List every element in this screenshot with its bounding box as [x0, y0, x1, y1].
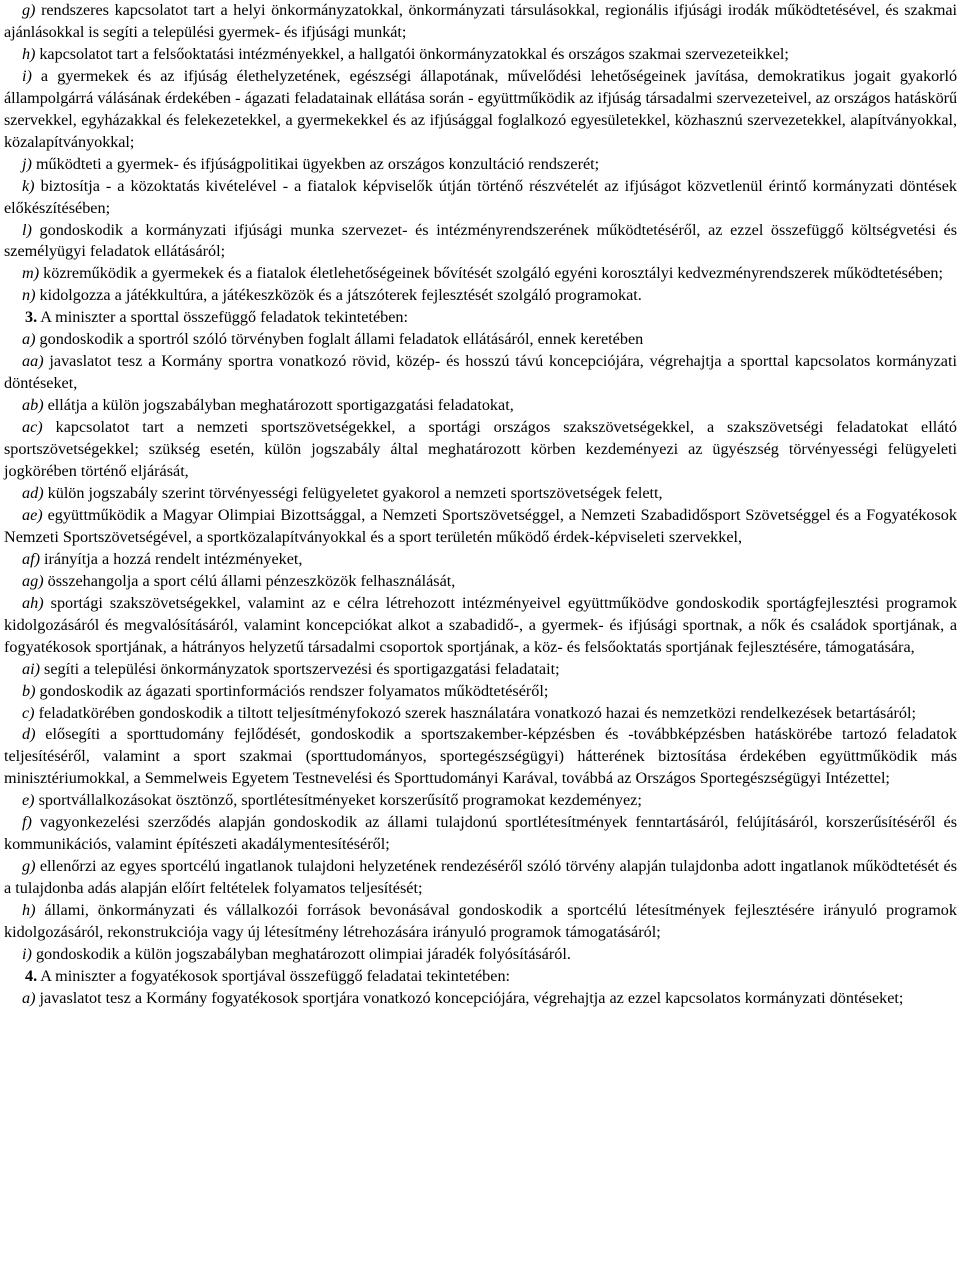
item-text: ellátja a külön jogszabályban meghatározott sportigazgatási feladatokat,: [43, 396, 514, 415]
list-item: [4, 483, 957, 505]
item-marker: ad): [22, 483, 44, 502]
item-marker: j): [22, 154, 32, 173]
list-item: [4, 395, 957, 417]
item-text: kapcsolatot tart a felsőoktatási intézményekkel, a hallgatói önkormányzatokkal és országos szakmai szervezeteikkel;: [35, 44, 789, 63]
item-marker: c): [22, 703, 35, 722]
list-item: [4, 44, 957, 66]
item-text: sportvállalkozásokat ösztönző, sportlétesítményeket korszerűsítő programokat kezdeményez;: [34, 791, 642, 810]
list-item: [4, 220, 957, 264]
list-item: [4, 329, 957, 351]
item-text: elősegíti a sporttudomány fejlődését, gondoskodik a sportszakember-képzésben és -továbbképzésben hatáskörébe tartozó feladatok teljesítéséről, valamint a sport szakmai (sporttudományos, sportegészségügyi) hátterének biztosítása érdekében együttműködik más minisztériumokkal, a Semmelweis Egyetem Testnevelési és Sporttudományi Karával, továbbá az Országos Sportegészségügyi Intézettel;: [4, 725, 957, 788]
section-2-continuation: [4, 0, 957, 307]
list-item: [4, 285, 957, 307]
item-marker: ag): [22, 571, 44, 590]
item-marker: ah): [22, 593, 44, 612]
item-marker: h): [22, 44, 36, 63]
item-marker: d): [22, 725, 36, 744]
list-item: [4, 856, 957, 900]
list-item: [4, 0, 957, 44]
item-marker: g): [22, 857, 36, 876]
item-marker: ab): [22, 396, 44, 415]
item-text: irányítja a hozzá rendelt intézményeket,: [39, 549, 303, 568]
item-text: javaslatot tesz a Kormány sportra vonatkozó rövid, közép- és hosszú távú koncepciójára, végrehajtja a sporttal kapcsolatos kormányzati döntéseket,: [4, 352, 957, 393]
list-item: [4, 944, 957, 966]
item-marker: b): [22, 681, 36, 700]
item-marker: ac): [22, 418, 43, 437]
list-item: [4, 790, 957, 812]
section-number: 4.: [25, 966, 38, 985]
item-marker: a): [22, 988, 36, 1007]
item-marker: h): [22, 901, 36, 920]
section-title: A miniszter a sporttal összefüggő feladatok tekintetében:: [37, 308, 408, 327]
list-item: [4, 549, 957, 571]
item-marker: k): [22, 176, 35, 195]
item-text: összehangolja a sport célú állami pénzeszközök felhasználását,: [43, 571, 456, 590]
item-text: a gyermekek és az ifjúság élethelyzetének, egészségi állapotának, művelődési lehetőségeinek javítása, demokratikus jogait gyakorló állampolgárrá válásának érdekében - ágazati feladatainak ellátása során - együttműködik az ifjúság társadalmi szervezeteivel, az országos hatáskörű szervekkel, egyházakkal és felekezetekkel, a gyermekekkel és az ifjúsággal foglalkozó egyesületekkel, közhasznú szervezetekkel, alapítványokkal, közalapítványokkal;: [4, 66, 957, 151]
item-text: sportági szakszövetségekkel, valamint az e célra létrehozott intézményeivel együttműködve gondoskodik sportágfejlesztési programok kidolgozásáról és megvalósításáról, valamint koncepciókat alkot a szabadidő-, a gyermek- és ifjúsági sportnak, a nők és családok sportjának, a fogyatékosok sportjának, a hátrányos helyzetű társadalmi csoportok sportjának, a köz- és felsőoktatás sportjának fejlesztésére, támogatására,: [4, 593, 957, 656]
item-marker: ae): [22, 505, 43, 524]
item-text: vagyonkezelési szerződés alapján gondoskodik az állami tulajdonú sportlétesítmények fenntartásáról, felújításáról, korszerűsítéséről és kommunikációs, valamint építészeti akadálymentesítéséről;: [4, 813, 957, 854]
section-heading: [4, 966, 957, 988]
item-text: javaslatot tesz a Kormány fogyatékosok sportjára vonatkozó koncepciójára, végrehajtja az ezzel kapcsolatos kormányzati döntéseket;: [35, 988, 904, 1007]
list-item: [4, 351, 957, 395]
item-text: gondoskodik a kormányzati ifjúsági munka szervezet- és intézményrendszerének működtetéséről, az ezzel összefüggő költségvetési és személyügyi feladatok ellátásáról;: [4, 220, 957, 261]
section-number: 3.: [25, 308, 38, 327]
item-marker: n): [22, 286, 36, 305]
item-text: kidolgozza a játékkultúra, a játékeszközök és a játszóterek fejlesztését szolgáló programokat.: [35, 286, 642, 305]
item-text: segíti a települési önkormányzatok sportszervezési és sportigazgatási feladatait;: [39, 659, 560, 678]
item-text: feladatkörében gondoskodik a tiltott teljesítményfokozó szerek használatára vonatkozó hazai és nemzetközi rendelkezések betartásáról;: [34, 703, 916, 722]
item-marker: ai): [22, 659, 40, 678]
list-item: [4, 154, 957, 176]
item-text: kapcsolatot tart a nemzeti sportszövetségekkel, a sportági országos szakszövetségekkel, a szakszövetségi feladatokat ellátó sportszövetségekkel; szükség esetén, külön jogszabály által meghatározott körben kezdeményezi az ügyészség törvényességi felügyeleti jogkörében történő eljárását,: [4, 418, 957, 481]
item-marker: m): [22, 264, 40, 283]
section-heading: [4, 307, 957, 329]
item-text: közreműködik a gyermekek és a fiatalok életlehetőségeinek bővítését szolgáló egyéni korosztályi kedvezményrendszerek működtetésében;: [39, 264, 944, 283]
list-item: [4, 900, 957, 944]
item-text: működteti a gyermek- és ifjúságpolitikai ügyekben az országos konzultáció rendszerét;: [31, 154, 600, 173]
item-text: rendszeres kapcsolatot tart a helyi önkormányzatokkal, önkormányzati társulásokkal, regionális ifjúsági irodák működtetésével, és szakmai ajánlásokkal is segíti a települési gyermek- és ifjúsági munkát;: [4, 1, 957, 41]
list-item: [4, 724, 957, 790]
list-item: [4, 263, 957, 285]
list-item: [4, 812, 957, 856]
list-item: [4, 988, 957, 1010]
item-marker: g): [22, 1, 36, 19]
item-marker: i): [22, 944, 32, 963]
item-marker: e): [22, 791, 35, 810]
item-text: gondoskodik a sportról szóló törvényben foglalt állami feladatok ellátásáról, ennek keretében: [35, 330, 644, 349]
list-item: [4, 681, 957, 703]
item-marker: f): [22, 813, 32, 832]
item-text: gondoskodik az ágazati sportinformációs rendszer folyamatos működtetéséről;: [35, 681, 549, 700]
list-item: [4, 176, 957, 220]
item-text: együttműködik a Magyar Olimpiai Bizottsággal, a Nemzeti Sportszövetséggel, a Nemzeti Szabadidősport Szövetséggel és a Fogyatékosok Nemzeti Sportszövetségével, a sportközalapítványokkal és a sport területén működő érdek-képviseleti szervekkel,: [4, 505, 957, 546]
list-item: [4, 593, 957, 659]
section-3: [4, 307, 957, 966]
list-item: [4, 703, 957, 725]
item-text: állami, önkormányzati és vállalkozói források bevonásával gondoskodik a sportcélú létesítmények fejlesztésére irányuló programok kidolgozásáról, rekonstrukciója vagy új létesítmény létrehozására irányuló programok támogatásáról;: [4, 901, 957, 942]
item-text: biztosítja - a közoktatás kivételével - a fiatalok képviselők útján történő részvételét az ifjúságot közvetlenül érintő kormányzati döntések előkészítésében;: [4, 176, 957, 217]
item-text: külön jogszabály szerint törvényességi felügyeletet gyakorol a nemzeti sportszövetségek felett,: [43, 483, 663, 502]
list-item: [4, 659, 957, 681]
list-item: [4, 571, 957, 593]
item-marker: a): [22, 330, 36, 349]
list-item: [4, 505, 957, 549]
list-item: [4, 417, 957, 483]
item-text: gondoskodik a külön jogszabályban meghatározott olimpiai járadék folyósításáról.: [31, 944, 571, 963]
list-item: [4, 66, 957, 154]
item-marker: i): [22, 66, 32, 85]
section-title: A miniszter a fogyatékosok sportjával összefüggő feladatai tekintetében:: [37, 966, 511, 985]
section-4: [4, 966, 957, 1010]
item-marker: af): [22, 549, 40, 568]
item-marker: l): [22, 220, 32, 239]
item-marker: aa): [22, 352, 44, 371]
item-text: ellenőrzi az egyes sportcélú ingatlanok tulajdoni helyzetének rendezéséről szóló törvény alapján tulajdonba adott ingatlanok működtetését és a tulajdonba adás alapján előírt feltételek folyamatos teljesítését;: [4, 857, 957, 898]
